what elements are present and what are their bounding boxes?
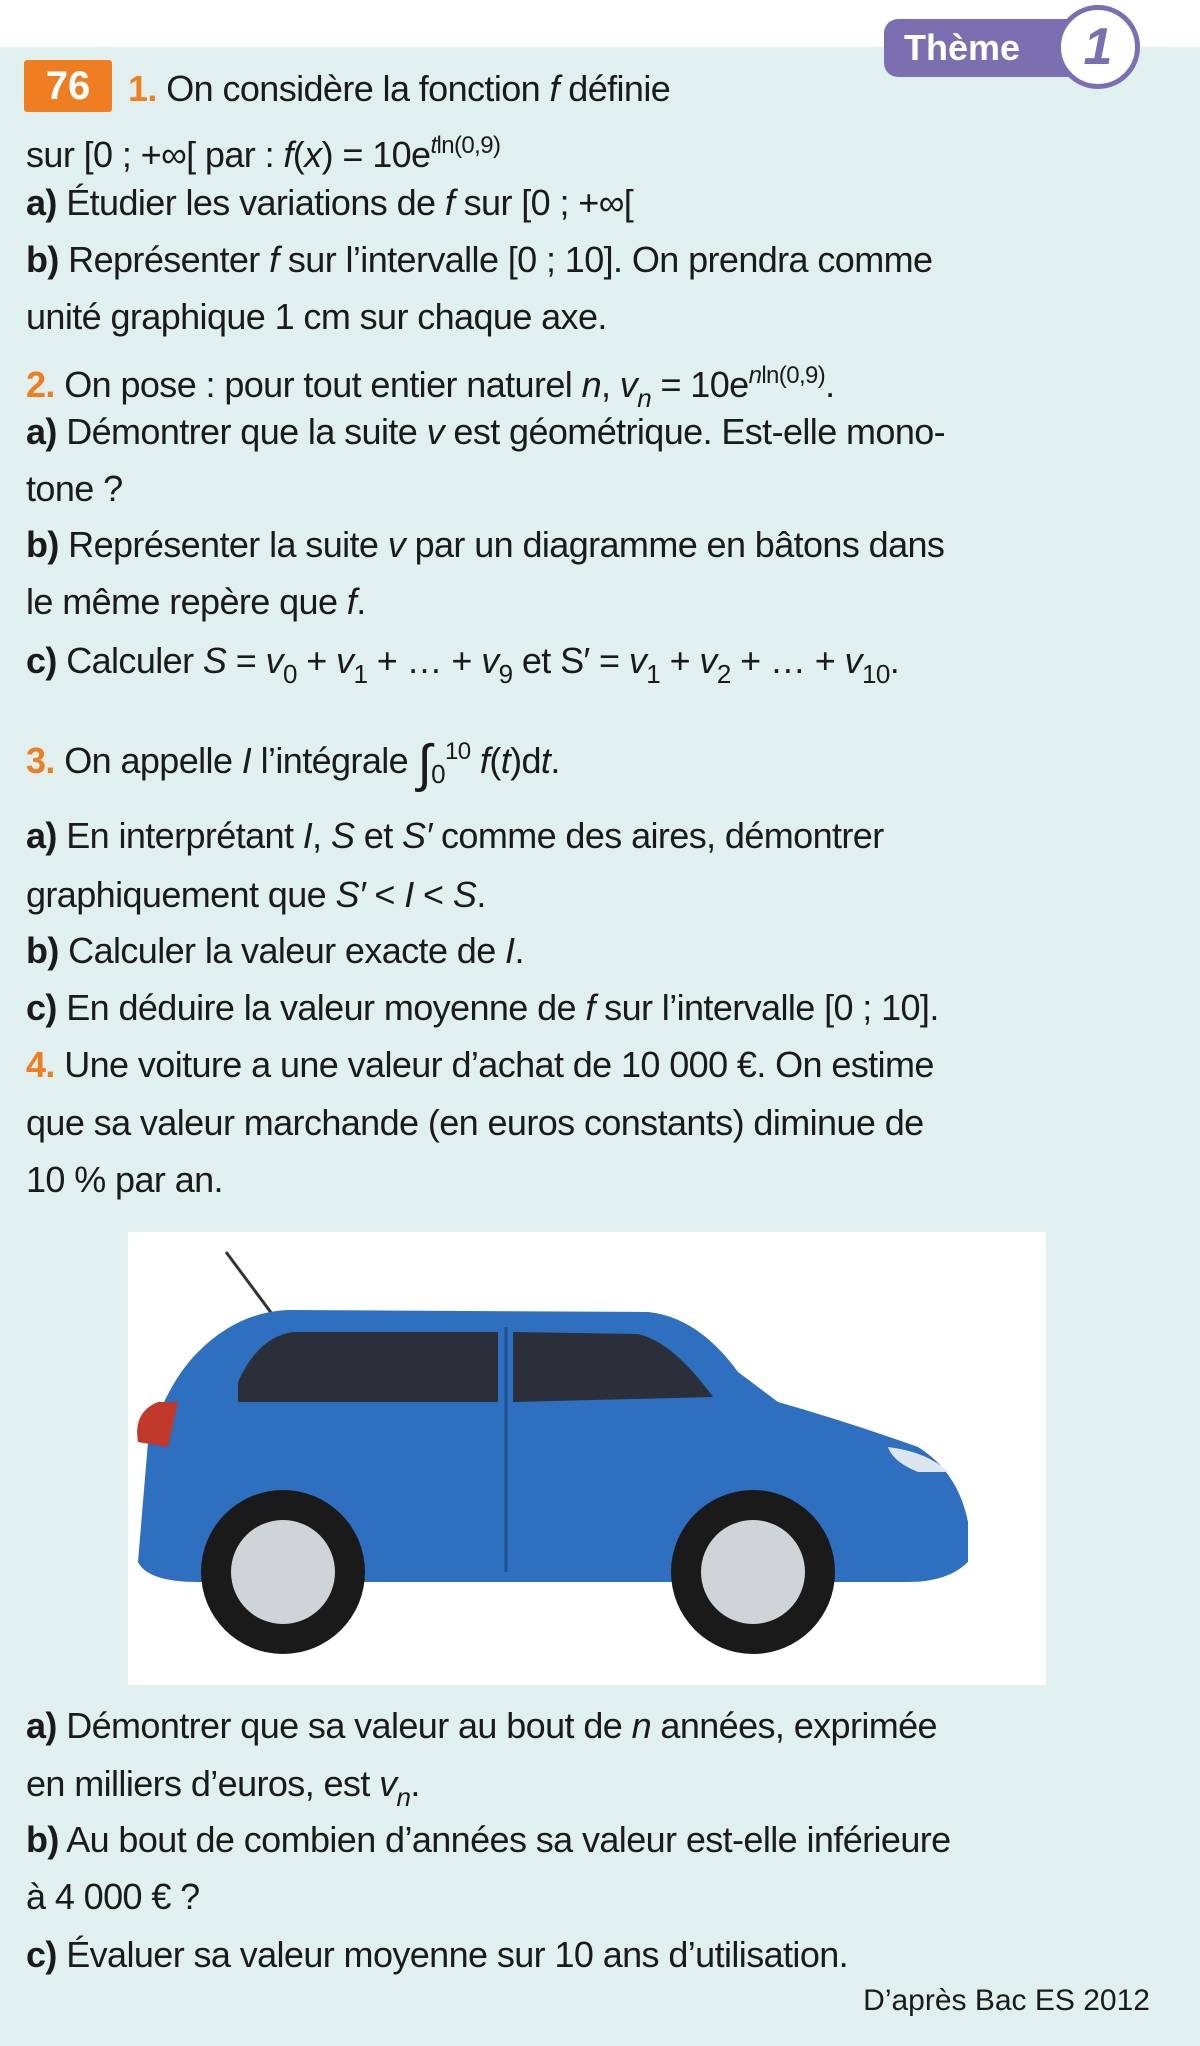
text-segment: tone ? — [26, 468, 123, 509]
text-line — [26, 122, 500, 179]
sub-question-label: b) — [26, 524, 59, 565]
theme-label: Thème — [884, 19, 1084, 77]
text-segment: n — [396, 1782, 411, 1812]
text-segment: v — [336, 640, 354, 681]
text-segment: v — [426, 411, 445, 452]
text-segment: v — [481, 640, 499, 681]
text-segment: sur l’intervalle [0 ; 10]. — [594, 987, 939, 1028]
text-segment: I — [404, 874, 414, 915]
text-segment: I — [302, 815, 313, 856]
text-segment: x — [304, 134, 322, 175]
text-segment: 0 — [431, 759, 445, 789]
text-segment: S — [202, 640, 227, 681]
text-segment: Calculer la valeur exacte de — [58, 930, 506, 971]
text-segment: . — [550, 740, 560, 781]
text-segment: Au bout de combien d’années sa valeur est-elle inférieure — [58, 1819, 951, 1860]
sub-question-label: b) — [26, 1819, 59, 1860]
text-segment: = 10e — [651, 364, 749, 405]
text-line — [128, 65, 670, 113]
text-segment: définie — [558, 68, 671, 109]
question-number: 3. — [26, 740, 55, 781]
question-number: 4. — [26, 1044, 55, 1085]
text-segment: n — [581, 364, 601, 405]
text-segment: f — [346, 581, 357, 622]
text-segment: à 4 000 € ? — [26, 1876, 200, 1917]
text-line — [26, 1931, 848, 1979]
sub-question-label: a) — [26, 815, 57, 856]
text-segment: Calculer — [56, 640, 203, 681]
text-segment: On pose : pour tout entier naturel — [54, 364, 582, 405]
text-segment: . — [514, 930, 524, 971]
text-segment: 9 — [498, 659, 513, 689]
text-segment: En déduire la valeur moyenne de — [56, 987, 586, 1028]
text-segment: 2 — [716, 659, 731, 689]
text-segment: f — [479, 740, 490, 781]
sub-question-label: c) — [26, 987, 57, 1028]
sub-question-label: b) — [26, 930, 59, 971]
car-photo — [128, 1232, 1046, 1685]
text-line — [26, 871, 486, 919]
sub-question-label: c) — [26, 640, 57, 681]
text-line — [26, 1816, 951, 1864]
text-segment: et — [354, 815, 403, 856]
theme-number: 1 — [1056, 5, 1140, 89]
text-segment: 10 — [445, 738, 471, 765]
text-segment: ( — [489, 740, 501, 781]
text-segment: S′ — [335, 874, 366, 915]
text-segment: On appelle — [54, 740, 242, 781]
text-segment: ln(0,9) — [436, 132, 501, 159]
text-segment: < — [365, 874, 405, 915]
sub-question-label: a) — [26, 182, 57, 223]
sub-question-label: a) — [26, 1705, 57, 1746]
text-segment: Démontrer que sa valeur au bout de — [56, 1705, 632, 1746]
text-segment: Une voiture a une valeur d’achat de 10 000 €. On estime — [54, 1044, 934, 1085]
text-line — [26, 1156, 223, 1204]
text-segment: , — [600, 364, 620, 405]
text-line — [26, 728, 560, 798]
sub-question-label: c) — [26, 1934, 57, 1975]
text-segment: . — [825, 364, 835, 405]
text-segment: ) = 10e — [321, 134, 431, 175]
text-segment: v — [265, 640, 283, 681]
text-segment: sur [0 ; +∞[ — [454, 182, 634, 223]
text-segment: sur l’intervalle [0 ; 10]. On prendra comme — [278, 239, 933, 280]
text-line — [26, 521, 944, 569]
text-line — [26, 236, 932, 284]
text-segment: 1 — [353, 659, 368, 689]
text-segment: v — [619, 364, 638, 405]
text-line — [26, 179, 633, 227]
text-line — [26, 1702, 937, 1750]
text-segment: par un diagramme en bâtons dans — [405, 524, 945, 565]
text-segment: v — [379, 1763, 397, 1804]
text-segment: Représenter la suite — [58, 524, 388, 565]
text-segment: I — [241, 740, 252, 781]
text-segment: t — [540, 740, 551, 781]
text-segment: = — [226, 640, 266, 681]
text-segment: est géométrique. Est-elle mono- — [444, 411, 946, 452]
text-segment: 10 — [861, 659, 890, 689]
text-segment: 0 — [282, 659, 297, 689]
text-line — [26, 984, 939, 1032]
text-segment: n — [631, 1705, 651, 1746]
text-line — [26, 465, 123, 513]
text-segment: f — [585, 987, 595, 1028]
text-segment: ln(0,9) — [761, 362, 826, 389]
text-segment: Représenter — [58, 239, 270, 280]
text-segment: Évaluer sa valeur moyenne sur 10 ans d’utilisation. — [56, 1934, 849, 1975]
text-segment: f — [444, 182, 455, 223]
text-segment: n — [637, 383, 652, 413]
text-segment: . — [889, 640, 900, 681]
text-segment: sur [0 ; +∞[ par : — [26, 134, 284, 175]
text-line — [26, 927, 524, 975]
text-line — [26, 293, 607, 341]
text-segment: . — [356, 581, 366, 622]
text-segment: comme des aires, démontrer — [431, 815, 884, 856]
text-segment: et S′ = — [512, 640, 629, 681]
text-segment: )d — [510, 740, 541, 781]
text-line — [26, 637, 899, 698]
text-segment: v — [699, 640, 717, 681]
question-number: 1. — [128, 68, 157, 109]
text-line — [26, 578, 366, 626]
text-segment: f — [283, 134, 293, 175]
sub-question-label: a) — [26, 411, 57, 452]
text-segment: années, exprimée — [651, 1705, 937, 1746]
text-segment: f — [269, 239, 279, 280]
text-segment: que sa valeur marchande (en euros constants) diminue de — [26, 1102, 924, 1143]
text-segment: Étudier les variations de — [56, 182, 445, 223]
sub-question-label: b) — [26, 239, 59, 280]
text-segment: n — [748, 362, 762, 389]
theme-badge — [884, 5, 1154, 93]
text-segment: . — [410, 1763, 420, 1804]
text-segment: v — [844, 640, 862, 681]
text-segment: v — [628, 640, 647, 681]
text-segment: t — [500, 740, 511, 781]
text-segment: ( — [292, 134, 305, 175]
text-segment: en milliers d’euros, est — [26, 1763, 380, 1804]
text-segment: l’intégrale — [251, 740, 418, 781]
text-segment: S — [330, 815, 355, 856]
text-segment: le même repère que — [26, 581, 347, 622]
blue-car-image — [128, 1232, 1046, 1685]
text-segment: 1 — [646, 659, 661, 689]
text-segment: + … + — [367, 640, 482, 681]
text-line — [26, 812, 884, 860]
text-segment: On considère la fonction — [156, 68, 550, 109]
text-line — [26, 1760, 420, 1821]
text-line — [26, 1873, 200, 1921]
source-citation: D’après Bac ES 2012 — [863, 1984, 1150, 2017]
text-segment: , — [312, 815, 331, 856]
text-segment: S′ — [402, 815, 432, 856]
text-segment: + — [660, 640, 700, 681]
text-segment: En interprétant — [56, 815, 303, 856]
text-segment: I — [505, 930, 515, 971]
exercise-number-badge: 76 — [24, 60, 112, 112]
text-segment: t — [430, 132, 437, 159]
text-segment: f — [549, 68, 559, 109]
text-segment: < — [413, 874, 453, 915]
text-segment: 10 % par an. — [26, 1159, 223, 1200]
text-segment: S — [452, 874, 477, 915]
question-number: 2. — [26, 364, 55, 405]
text-segment: unité graphique 1 cm sur chaque axe. — [26, 296, 607, 337]
text-line — [26, 408, 945, 456]
text-segment: + — [296, 640, 337, 681]
text-segment: Démontrer que la suite — [56, 411, 427, 452]
text-segment: . — [476, 874, 486, 915]
text-segment: ∫ — [417, 735, 432, 793]
text-line — [26, 1041, 934, 1089]
text-line — [26, 1099, 924, 1147]
text-segment: + … + — [730, 640, 845, 681]
text-segment — [471, 740, 480, 781]
text-segment: v — [387, 524, 406, 565]
text-segment: graphiquement que — [26, 874, 336, 915]
